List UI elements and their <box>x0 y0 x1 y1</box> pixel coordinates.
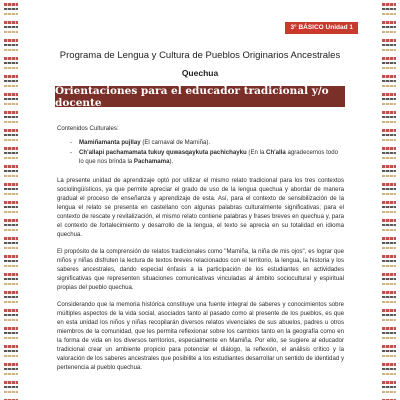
section-banner <box>55 86 345 107</box>
language-title: Quechua <box>181 68 219 78</box>
list-item: - Mamiñamanta pujllay (El carnaval de Mamiña). <box>79 138 344 147</box>
grade-badge: 3° BÁSICO Unidad 1 <box>285 22 358 34</box>
paragraph: La presente unidad de aprendizaje optó por utilizar el mismo relato tradicional para los tres contextos sociolingüísticos, ya que permite apreciar el grado de uso de la lengua quechua y abordar de manera gradual el proceso de enseñanza y aprendizaje de esta. Así, para el contexto de sensibilización de la lengua el relato se presenta en castellano con algunas palabras culturalmente significativas; para el contexto de rescate y revitalización, el mismo relato contiene palabras y frases breves en quechua y, para el contexto de fortalecimiento y desarrollo de la lengua, el texto se aprecia en su totalidad en idioma quechua. <box>57 177 344 238</box>
paragraph: Considerando que la memoria histórica constituye una fuente integral de saberes y conocimientos sobre múltiples aspectos de la vida social, asociados tanto al pasado como al presente de los pueblos, es que en esta unidad los niños y niñas recopilarán diversos relatos vivenciales de sus abuelos, padres u otros miembros de la comunidad, que les permita reflexionar sobre los cambios tanto en la geografía como en la forma de vida en los diversos territorios, especialmente en Mamiña. Por ello, se sugiere al educador tradicional crear un ambiente propicio para potenciar el diálogo, la reflexión, el análisis crítico y la valoración de los saberes ancestrales que posibilite a los estudiantes desarrollar un sentido de identidad y pertenencia al pueblo quechua. <box>57 301 344 371</box>
program-title: Programa de Lengua y Cultura de Pueblos Originarios Ancestrales <box>59 50 341 61</box>
right-woven-border <box>382 0 396 400</box>
section-banner-title: Orientaciones para el educador tradicional y/o docente <box>55 84 329 109</box>
contents-label: Contenidos Culturales: <box>57 125 119 132</box>
document-body <box>57 124 344 380</box>
list-item: - Ch'allapi pachamamata tukuy quwasqaykuta pachichayku (En la Ch'alla agradecemos todo lo que nos brinda la Pachamama). <box>79 148 344 166</box>
contents-list <box>57 138 344 166</box>
paragraph: El propósito de la comprensión de relatos tradicionales como "Mamiña, la niña de mis ojos", es lograr que niños y niñas disfruten la lectura de textos breves relacionados con el territorio, la lengua, la historia y los saberes ancestrales, dando especial énfasis a la participación de los estudiantes en actividades significativas que representen situaciones comunicativas vinculadas al ámbito sociocultural y espiritual propias del pueblo quechua. <box>57 248 344 291</box>
left-woven-border <box>4 0 18 400</box>
